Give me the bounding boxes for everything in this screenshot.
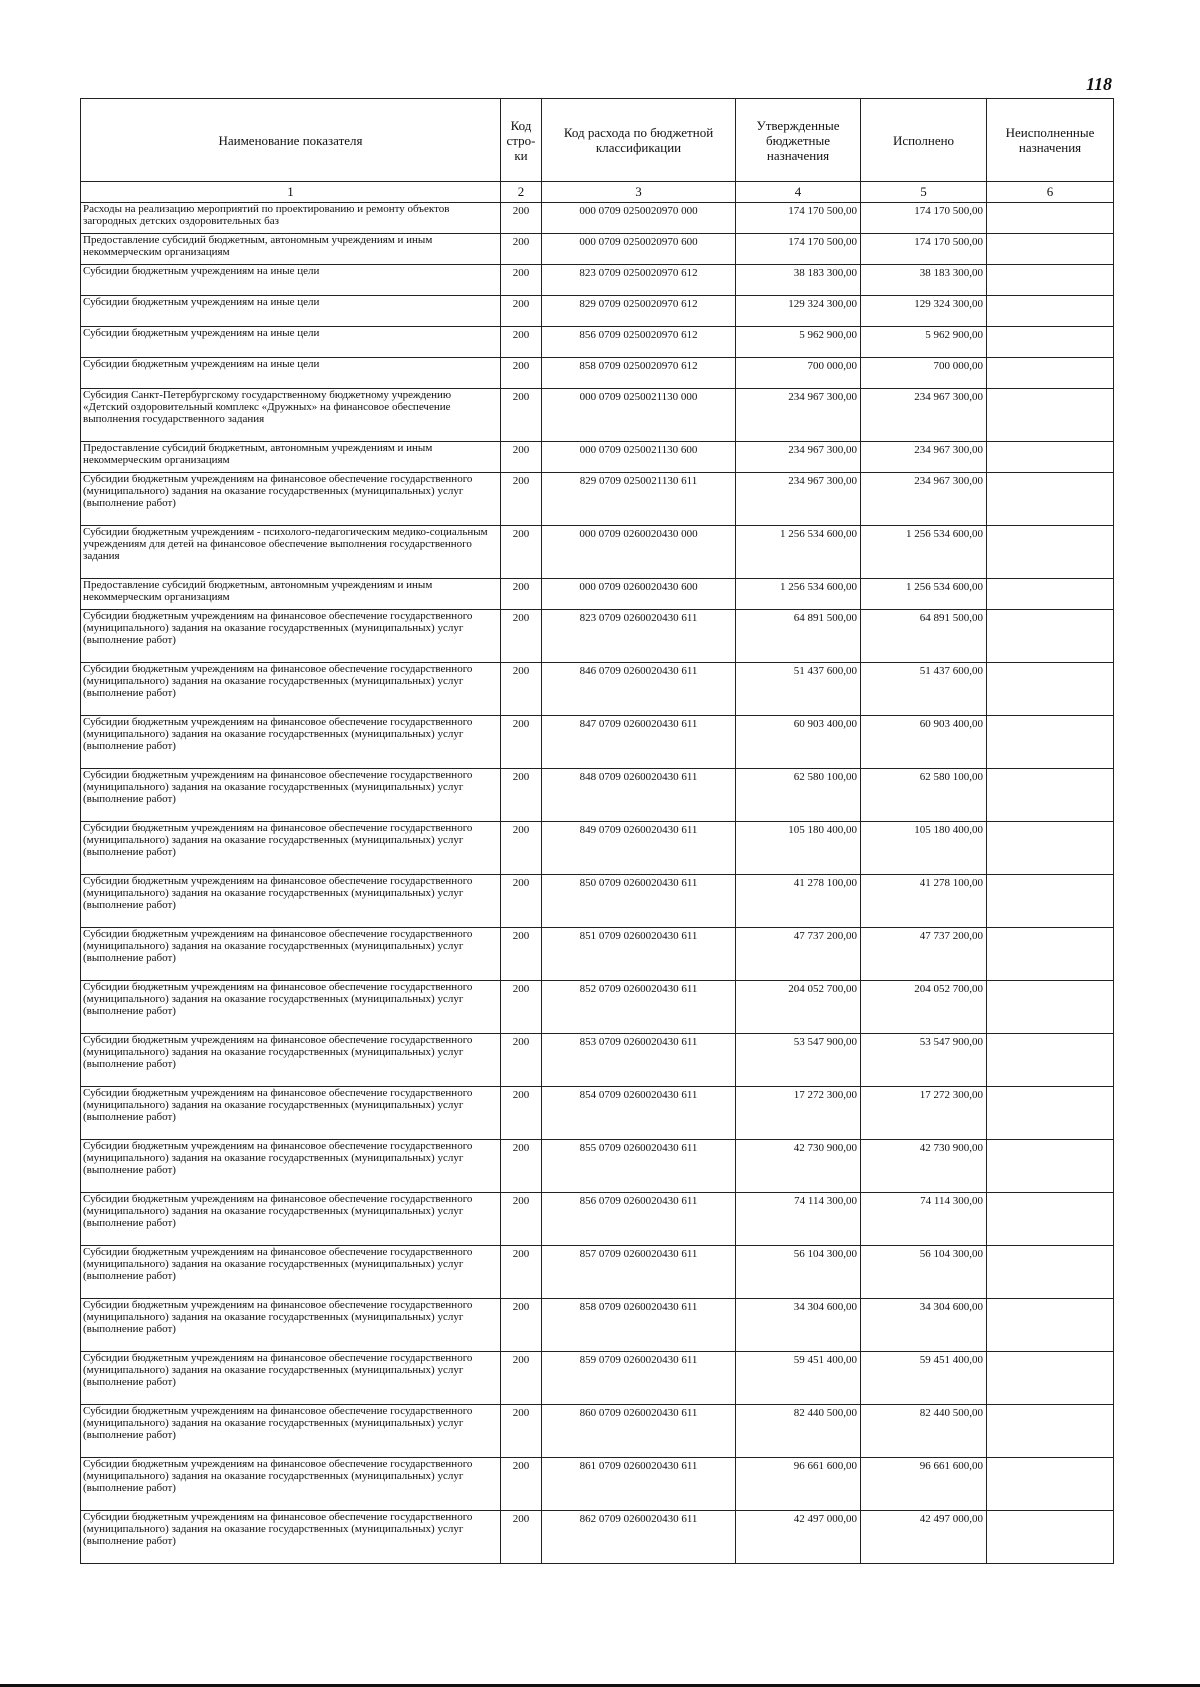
- column-number: 6: [987, 182, 1114, 203]
- row-approved-amount: 174 170 500,00: [736, 234, 861, 265]
- row-budget-classification: 846 0709 0260020430 611: [542, 663, 736, 716]
- row-unexecuted-amount: [987, 1087, 1114, 1140]
- row-indicator-name: Субсидии бюджетным учреждениям на финансовое обеспечение государственного (муниципального) задания на оказание государственных (муниципальных) услуг (выполнение работ): [81, 769, 501, 822]
- row-indicator-name: Субсидии бюджетным учреждениям на финансовое обеспечение государственного (муниципального) задания на оказание государственных (муниципальных) услуг (выполнение работ): [81, 928, 501, 981]
- row-indicator-name: Субсидии бюджетным учреждениям на финансовое обеспечение государственного (муниципального) задания на оказание государственных (муниципальных) услуг (выполнение работ): [81, 1405, 501, 1458]
- row-code: 200: [501, 203, 542, 234]
- row-code: 200: [501, 981, 542, 1034]
- row-code: 200: [501, 389, 542, 442]
- table-row: [81, 265, 1114, 296]
- row-unexecuted-amount: [987, 389, 1114, 442]
- row-executed-amount: 96 661 600,00: [861, 1458, 987, 1511]
- row-unexecuted-amount: [987, 663, 1114, 716]
- row-unexecuted-amount: [987, 327, 1114, 358]
- row-executed-amount: 234 967 300,00: [861, 473, 987, 526]
- row-unexecuted-amount: [987, 526, 1114, 579]
- row-unexecuted-amount: [987, 203, 1114, 234]
- row-code: 200: [501, 610, 542, 663]
- row-approved-amount: 56 104 300,00: [736, 1246, 861, 1299]
- row-budget-classification: 862 0709 0260020430 611: [542, 1511, 736, 1564]
- row-approved-amount: 129 324 300,00: [736, 296, 861, 327]
- row-unexecuted-amount: [987, 981, 1114, 1034]
- row-approved-amount: 234 967 300,00: [736, 442, 861, 473]
- row-code: 200: [501, 663, 542, 716]
- row-budget-classification: 000 0709 0250021130 000: [542, 389, 736, 442]
- row-executed-amount: 234 967 300,00: [861, 442, 987, 473]
- row-budget-classification: 856 0709 0250020970 612: [542, 327, 736, 358]
- row-approved-amount: 82 440 500,00: [736, 1405, 861, 1458]
- row-indicator-name: Субсидии бюджетным учреждениям на иные цели: [81, 358, 501, 389]
- row-approved-amount: 64 891 500,00: [736, 610, 861, 663]
- row-code: 200: [501, 1246, 542, 1299]
- row-executed-amount: 64 891 500,00: [861, 610, 987, 663]
- row-approved-amount: 17 272 300,00: [736, 1087, 861, 1140]
- row-indicator-name: Субсидии бюджетным учреждениям на финансовое обеспечение государственного (муниципального) задания на оказание государственных (муниципальных) услуг (выполнение работ): [81, 663, 501, 716]
- table-row: [81, 1458, 1114, 1511]
- row-indicator-name: Субсидии бюджетным учреждениям на финансовое обеспечение государственного (муниципального) задания на оказание государственных (муниципальных) услуг (выполнение работ): [81, 1458, 501, 1511]
- row-code: 200: [501, 1087, 542, 1140]
- row-unexecuted-amount: [987, 875, 1114, 928]
- row-unexecuted-amount: [987, 473, 1114, 526]
- row-unexecuted-amount: [987, 1352, 1114, 1405]
- table-row: [81, 1087, 1114, 1140]
- header-executed: Исполнено: [861, 99, 987, 182]
- row-approved-amount: 51 437 600,00: [736, 663, 861, 716]
- table-row: [81, 327, 1114, 358]
- row-unexecuted-amount: [987, 234, 1114, 265]
- row-code: 200: [501, 1458, 542, 1511]
- header-approved: Утвержденные бюджетные назначения: [736, 99, 861, 182]
- row-code: 200: [501, 265, 542, 296]
- row-executed-amount: 105 180 400,00: [861, 822, 987, 875]
- row-code: 200: [501, 822, 542, 875]
- column-number-row: [81, 182, 1114, 203]
- row-code: 200: [501, 1193, 542, 1246]
- row-executed-amount: 42 497 000,00: [861, 1511, 987, 1564]
- header-indicator-name: Наименование показателя: [81, 99, 501, 182]
- row-executed-amount: 41 278 100,00: [861, 875, 987, 928]
- row-approved-amount: 42 497 000,00: [736, 1511, 861, 1564]
- row-unexecuted-amount: [987, 1458, 1114, 1511]
- row-budget-classification: 861 0709 0260020430 611: [542, 1458, 736, 1511]
- row-code: 200: [501, 769, 542, 822]
- row-unexecuted-amount: [987, 1193, 1114, 1246]
- row-indicator-name: Субсидии бюджетным учреждениям на финансовое обеспечение государственного (муниципального) задания на оказание государственных (муниципальных) услуг (выполнение работ): [81, 610, 501, 663]
- row-indicator-name: Субсидии бюджетным учреждениям на финансовое обеспечение государственного (муниципального) задания на оказание государственных (муниципальных) услуг (выполнение работ): [81, 1034, 501, 1087]
- row-indicator-name: Субсидии бюджетным учреждениям на финансовое обеспечение государственного (муниципального) задания на оказание государственных (муниципальных) услуг (выполнение работ): [81, 1193, 501, 1246]
- table-row: [81, 579, 1114, 610]
- row-unexecuted-amount: [987, 769, 1114, 822]
- row-unexecuted-amount: [987, 1246, 1114, 1299]
- row-approved-amount: 174 170 500,00: [736, 203, 861, 234]
- row-indicator-name: Субсидии бюджетным учреждениям на иные цели: [81, 327, 501, 358]
- row-budget-classification: 856 0709 0260020430 611: [542, 1193, 736, 1246]
- row-approved-amount: 204 052 700,00: [736, 981, 861, 1034]
- row-indicator-name: Расходы на реализацию мероприятий по проектированию и ремонту объектов загородных детских оздоровительных баз: [81, 203, 501, 234]
- row-unexecuted-amount: [987, 1299, 1114, 1352]
- row-executed-amount: 204 052 700,00: [861, 981, 987, 1034]
- row-unexecuted-amount: [987, 1511, 1114, 1564]
- table-row: [81, 769, 1114, 822]
- row-unexecuted-amount: [987, 296, 1114, 327]
- row-indicator-name: Предоставление субсидий бюджетным, автономным учреждениям и иным некоммерческим организациям: [81, 442, 501, 473]
- table-row: [81, 1034, 1114, 1087]
- column-number: 2: [501, 182, 542, 203]
- table-row: [81, 389, 1114, 442]
- row-executed-amount: 174 170 500,00: [861, 203, 987, 234]
- table-row: [81, 1140, 1114, 1193]
- row-approved-amount: 1 256 534 600,00: [736, 526, 861, 579]
- row-budget-classification: 860 0709 0260020430 611: [542, 1405, 736, 1458]
- row-indicator-name: Субсидии бюджетным учреждениям - психолого-педагогическим медико-социальным учреждениям для детей на финансовое обеспечение выполнения государственного задания: [81, 526, 501, 579]
- row-approved-amount: 38 183 300,00: [736, 265, 861, 296]
- row-approved-amount: 47 737 200,00: [736, 928, 861, 981]
- row-budget-classification: 000 0709 0260020430 000: [542, 526, 736, 579]
- row-indicator-name: Субсидии бюджетным учреждениям на иные цели: [81, 265, 501, 296]
- row-executed-amount: 82 440 500,00: [861, 1405, 987, 1458]
- row-executed-amount: 700 000,00: [861, 358, 987, 389]
- row-approved-amount: 59 451 400,00: [736, 1352, 861, 1405]
- table-row: [81, 1352, 1114, 1405]
- row-budget-classification: 000 0709 0250020970 000: [542, 203, 736, 234]
- table-row: [81, 663, 1114, 716]
- row-indicator-name: Субсидии бюджетным учреждениям на финансовое обеспечение государственного (муниципального) задания на оказание государственных (муниципальных) услуг (выполнение работ): [81, 1087, 501, 1140]
- row-indicator-name: Субсидии бюджетным учреждениям на финансовое обеспечение государственного (муниципального) задания на оказание государственных (муниципальных) услуг (выполнение работ): [81, 1140, 501, 1193]
- row-executed-amount: 47 737 200,00: [861, 928, 987, 981]
- row-indicator-name: Предоставление субсидий бюджетным, автономным учреждениям и иным некоммерческим организациям: [81, 234, 501, 265]
- row-unexecuted-amount: [987, 1140, 1114, 1193]
- row-executed-amount: 74 114 300,00: [861, 1193, 987, 1246]
- column-number: 1: [81, 182, 501, 203]
- row-indicator-name: Субсидии бюджетным учреждениям на финансовое обеспечение государственного (муниципального) задания на оказание государственных (муниципальных) услуг (выполнение работ): [81, 875, 501, 928]
- table-row: [81, 1511, 1114, 1564]
- row-approved-amount: 105 180 400,00: [736, 822, 861, 875]
- row-approved-amount: 42 730 900,00: [736, 1140, 861, 1193]
- row-code: 200: [501, 579, 542, 610]
- row-budget-classification: 847 0709 0260020430 611: [542, 716, 736, 769]
- column-number: 4: [736, 182, 861, 203]
- row-executed-amount: 59 451 400,00: [861, 1352, 987, 1405]
- row-indicator-name: Субсидии бюджетным учреждениям на финансовое обеспечение государственного (муниципального) задания на оказание государственных (муниципальных) услуг (выполнение работ): [81, 822, 501, 875]
- row-approved-amount: 62 580 100,00: [736, 769, 861, 822]
- row-indicator-name: Субсидии бюджетным учреждениям на финансовое обеспечение государственного (муниципального) задания на оказание государственных (муниципальных) услуг (выполнение работ): [81, 716, 501, 769]
- row-code: 200: [501, 1140, 542, 1193]
- row-indicator-name: Субсидии бюджетным учреждениям на иные цели: [81, 296, 501, 327]
- table-row: [81, 442, 1114, 473]
- row-unexecuted-amount: [987, 579, 1114, 610]
- row-approved-amount: 74 114 300,00: [736, 1193, 861, 1246]
- row-budget-classification: 000 0709 0260020430 600: [542, 579, 736, 610]
- row-approved-amount: 5 962 900,00: [736, 327, 861, 358]
- table-row: [81, 358, 1114, 389]
- row-approved-amount: 234 967 300,00: [736, 473, 861, 526]
- row-unexecuted-amount: [987, 822, 1114, 875]
- row-unexecuted-amount: [987, 442, 1114, 473]
- row-indicator-name: Субсидии бюджетным учреждениям на финансовое обеспечение государственного (муниципального) задания на оказание государственных (муниципальных) услуг (выполнение работ): [81, 1511, 501, 1564]
- row-code: 200: [501, 442, 542, 473]
- row-code: 200: [501, 296, 542, 327]
- table-body: [81, 203, 1114, 1564]
- table-row: [81, 296, 1114, 327]
- row-approved-amount: 1 256 534 600,00: [736, 579, 861, 610]
- row-executed-amount: 34 304 600,00: [861, 1299, 987, 1352]
- budget-report-table: [80, 98, 1114, 1564]
- row-unexecuted-amount: [987, 716, 1114, 769]
- row-executed-amount: 5 962 900,00: [861, 327, 987, 358]
- row-unexecuted-amount: [987, 358, 1114, 389]
- header-budget-classification: Код расхода по бюджетной классификации: [542, 99, 736, 182]
- row-budget-classification: 855 0709 0260020430 611: [542, 1140, 736, 1193]
- row-indicator-name: Субсидии бюджетным учреждениям на финансовое обеспечение государственного (муниципального) задания на оказание государственных (муниципальных) услуг (выполнение работ): [81, 473, 501, 526]
- row-executed-amount: 51 437 600,00: [861, 663, 987, 716]
- row-executed-amount: 1 256 534 600,00: [861, 579, 987, 610]
- row-code: 200: [501, 327, 542, 358]
- row-executed-amount: 56 104 300,00: [861, 1246, 987, 1299]
- row-unexecuted-amount: [987, 265, 1114, 296]
- row-code: 200: [501, 1352, 542, 1405]
- row-approved-amount: 234 967 300,00: [736, 389, 861, 442]
- row-approved-amount: 41 278 100,00: [736, 875, 861, 928]
- header-unexecuted: Неисполненные назначения: [987, 99, 1114, 182]
- row-code: 200: [501, 1511, 542, 1564]
- column-number: 3: [542, 182, 736, 203]
- row-executed-amount: 129 324 300,00: [861, 296, 987, 327]
- row-executed-amount: 53 547 900,00: [861, 1034, 987, 1087]
- table-row: [81, 981, 1114, 1034]
- row-budget-classification: 849 0709 0260020430 611: [542, 822, 736, 875]
- row-code: 200: [501, 234, 542, 265]
- row-unexecuted-amount: [987, 1034, 1114, 1087]
- table-row: [81, 716, 1114, 769]
- table-row: [81, 610, 1114, 663]
- row-budget-classification: 823 0709 0260020430 611: [542, 610, 736, 663]
- row-budget-classification: 000 0709 0250021130 600: [542, 442, 736, 473]
- row-executed-amount: 42 730 900,00: [861, 1140, 987, 1193]
- row-code: 200: [501, 1034, 542, 1087]
- row-code: 200: [501, 1299, 542, 1352]
- table-row: [81, 526, 1114, 579]
- row-indicator-name: Субсидии бюджетным учреждениям на финансовое обеспечение государственного (муниципального) задания на оказание государственных (муниципальных) услуг (выполнение работ): [81, 1246, 501, 1299]
- table-row: [81, 234, 1114, 265]
- row-budget-classification: 851 0709 0260020430 611: [542, 928, 736, 981]
- row-indicator-name: Субсидия Санкт-Петербургскому государственному бюджетному учреждению «Детский оздоровительный комплекс «Дружных» на финансовое обеспечение выполнения государственного задания: [81, 389, 501, 442]
- row-unexecuted-amount: [987, 1405, 1114, 1458]
- row-budget-classification: 858 0709 0250020970 612: [542, 358, 736, 389]
- row-budget-classification: 000 0709 0250020970 600: [542, 234, 736, 265]
- row-budget-classification: 829 0709 0250021130 611: [542, 473, 736, 526]
- row-code: 200: [501, 1405, 542, 1458]
- row-budget-classification: 848 0709 0260020430 611: [542, 769, 736, 822]
- header-row-code: Код стро-ки: [501, 99, 542, 182]
- row-code: 200: [501, 473, 542, 526]
- table-row: [81, 473, 1114, 526]
- row-code: 200: [501, 716, 542, 769]
- table-row: [81, 1299, 1114, 1352]
- row-executed-amount: 38 183 300,00: [861, 265, 987, 296]
- row-indicator-name: Предоставление субсидий бюджетным, автономным учреждениям и иным некоммерческим организациям: [81, 579, 501, 610]
- row-budget-classification: 850 0709 0260020430 611: [542, 875, 736, 928]
- row-budget-classification: 854 0709 0260020430 611: [542, 1087, 736, 1140]
- row-budget-classification: 852 0709 0260020430 611: [542, 981, 736, 1034]
- row-budget-classification: 823 0709 0250020970 612: [542, 265, 736, 296]
- header-row: [81, 99, 1114, 182]
- column-number: 5: [861, 182, 987, 203]
- table-row: [81, 875, 1114, 928]
- row-code: 200: [501, 875, 542, 928]
- row-indicator-name: Субсидии бюджетным учреждениям на финансовое обеспечение государственного (муниципального) задания на оказание государственных (муниципальных) услуг (выполнение работ): [81, 981, 501, 1034]
- row-executed-amount: 234 967 300,00: [861, 389, 987, 442]
- row-approved-amount: 700 000,00: [736, 358, 861, 389]
- row-unexecuted-amount: [987, 928, 1114, 981]
- table-row: [81, 822, 1114, 875]
- row-code: 200: [501, 928, 542, 981]
- row-budget-classification: 857 0709 0260020430 611: [542, 1246, 736, 1299]
- table-row: [81, 203, 1114, 234]
- row-code: 200: [501, 358, 542, 389]
- page-number: 118: [1085, 74, 1112, 94]
- row-budget-classification: 858 0709 0260020430 611: [542, 1299, 736, 1352]
- row-indicator-name: Субсидии бюджетным учреждениям на финансовое обеспечение государственного (муниципального) задания на оказание государственных (муниципальных) услуг (выполнение работ): [81, 1352, 501, 1405]
- row-executed-amount: 17 272 300,00: [861, 1087, 987, 1140]
- row-executed-amount: 60 903 400,00: [861, 716, 987, 769]
- row-approved-amount: 34 304 600,00: [736, 1299, 861, 1352]
- row-budget-classification: 859 0709 0260020430 611: [542, 1352, 736, 1405]
- row-unexecuted-amount: [987, 610, 1114, 663]
- table-row: [81, 1405, 1114, 1458]
- row-budget-classification: 853 0709 0260020430 611: [542, 1034, 736, 1087]
- table-row: [81, 1246, 1114, 1299]
- row-executed-amount: 1 256 534 600,00: [861, 526, 987, 579]
- row-indicator-name: Субсидии бюджетным учреждениям на финансовое обеспечение государственного (муниципального) задания на оказание государственных (муниципальных) услуг (выполнение работ): [81, 1299, 501, 1352]
- row-approved-amount: 96 661 600,00: [736, 1458, 861, 1511]
- table-row: [81, 1193, 1114, 1246]
- row-executed-amount: 62 580 100,00: [861, 769, 987, 822]
- row-approved-amount: 60 903 400,00: [736, 716, 861, 769]
- row-approved-amount: 53 547 900,00: [736, 1034, 861, 1087]
- table-row: [81, 928, 1114, 981]
- row-code: 200: [501, 526, 542, 579]
- row-executed-amount: 174 170 500,00: [861, 234, 987, 265]
- row-budget-classification: 829 0709 0250020970 612: [542, 296, 736, 327]
